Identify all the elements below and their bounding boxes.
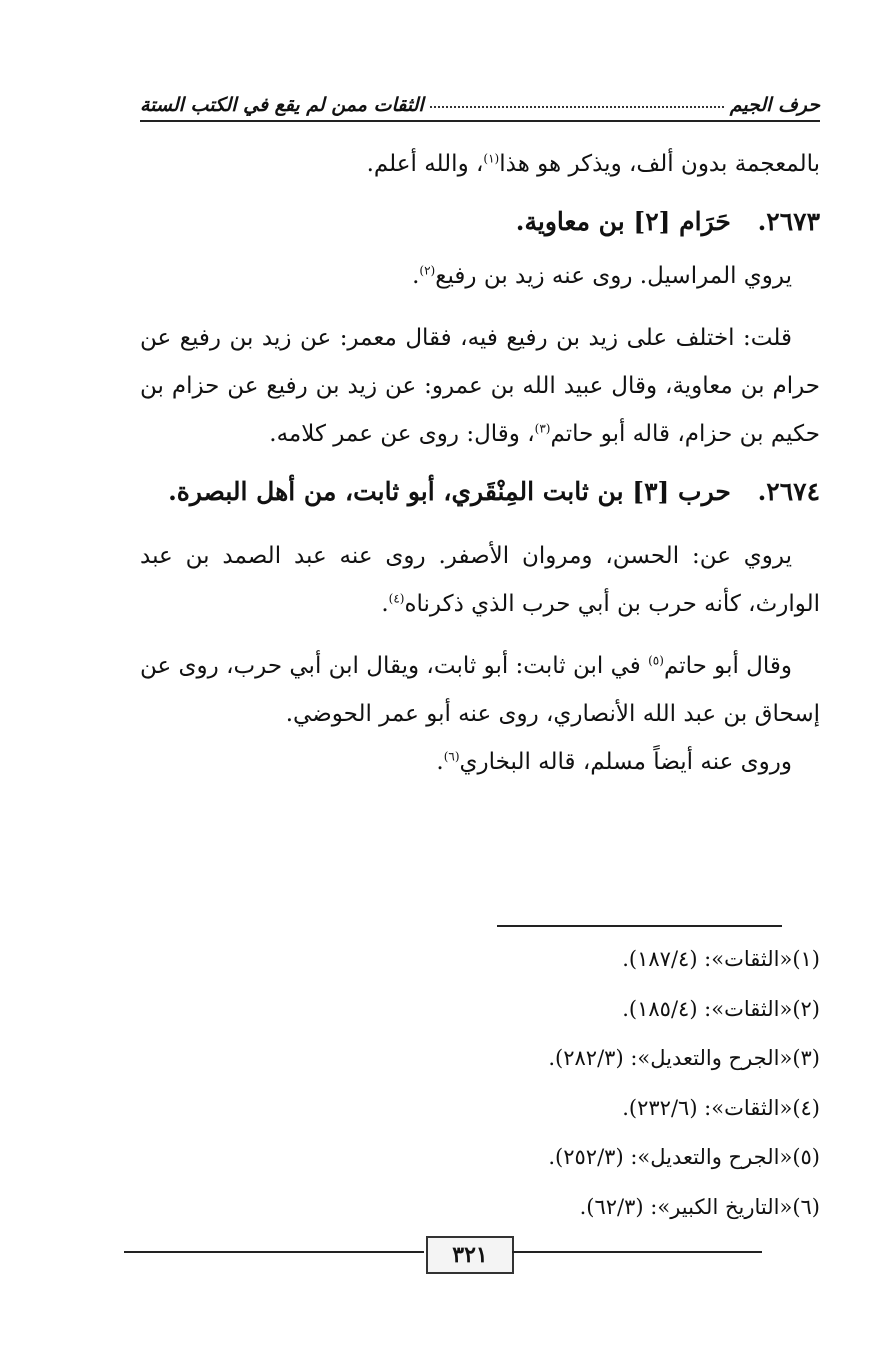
paragraph: قلت: اختلف على زيد بن رفيع فيه، فقال معمر: عن زيد بن رفيع عن حرام بن معاوية، وقال عبيد الله بن عمرو: عن زيد بن رفيع عن حزام بن حكيم بن حزام، قاله أبو حاتم$^{(٣)}$، وقال: روى عن عمر كلامه. [140, 325, 820, 447]
entry-number: ٢٦٧٣. [757, 207, 820, 236]
bottom-rule [124, 1251, 424, 1253]
footnote-ref: (٣) [534, 421, 551, 436]
footnote: (٥)«الجرح والتعديل»: (٢٥٢/٣). [548, 1145, 820, 1169]
footnote: (١)«الثقات»: (١٨٧/٤). [622, 947, 820, 971]
paragraph: يروي المراسيل. روى عنه زيد بن رفيع$^{(٢)}$. [412, 263, 792, 289]
header-chapter: حرف الجيم [729, 94, 820, 116]
running-head [140, 80, 820, 122]
page-number: ٣٢١ [426, 1236, 514, 1274]
footnote-separator [497, 925, 782, 927]
header-dot-leader [430, 106, 724, 108]
entry-heading-2673 [140, 196, 820, 248]
entry-title: حرب [٣] بن ثابت المِنْقَري، أبو ثابت، من أهل البصرة. [168, 477, 731, 506]
header-book-title: الثقات ممن لم يقع في الكتب الستة [140, 94, 424, 116]
footnote-ref: (٤) [388, 591, 405, 606]
footnote-ref: (١) [483, 151, 500, 166]
footnote-ref: (٢) [419, 263, 436, 278]
footnote-ref: (٦) [443, 749, 460, 764]
main-text [140, 140, 820, 786]
footnote: (٢)«الثقات»: (١٨٥/٤). [622, 996, 820, 1021]
footnote: (٦)«التاريخ الكبير»: (٦٢/٣). [579, 1194, 820, 1219]
paragraph: وقال أبو حاتم$^{(٥)}$ في ابن ثابت: أبو ثابت، ويقال ابن أبي حرب، روى عن إسحاق بن عبد الله الأنصاري، روى عنه أبو عمر الحوضي. [140, 653, 820, 727]
entry-heading-2674 [140, 466, 820, 518]
paragraph-continuation: بالمعجمة بدون ألف، ويذكر هو هذا$^{(١)}$، والله أعلم. [366, 151, 820, 177]
bottom-rule [512, 1251, 762, 1253]
footnote: (٤)«الثقات»: (٢٣٢/٦). [622, 1095, 820, 1120]
paragraph: يروي عن: الحسن، ومروان الأصفر. روى عنه عبد الصمد بن عبد الوارث، كأنه حرب بن أبي حرب الذي ذكرناه$^{(٤)}$. [140, 543, 820, 617]
paragraph: وروى عنه أيضاً مسلم، قاله البخاري$^{(٦)}$. [436, 749, 792, 775]
footnotes [140, 935, 820, 1232]
entry-title: حَرَام [٢] بن معاوية. [515, 207, 731, 236]
footnote-ref: (٥) [648, 653, 664, 668]
entry-number: ٢٦٧٤. [757, 477, 820, 506]
footnote: (٣)«الجرح والتعديل»: (٢٨٢/٣). [548, 1046, 820, 1070]
